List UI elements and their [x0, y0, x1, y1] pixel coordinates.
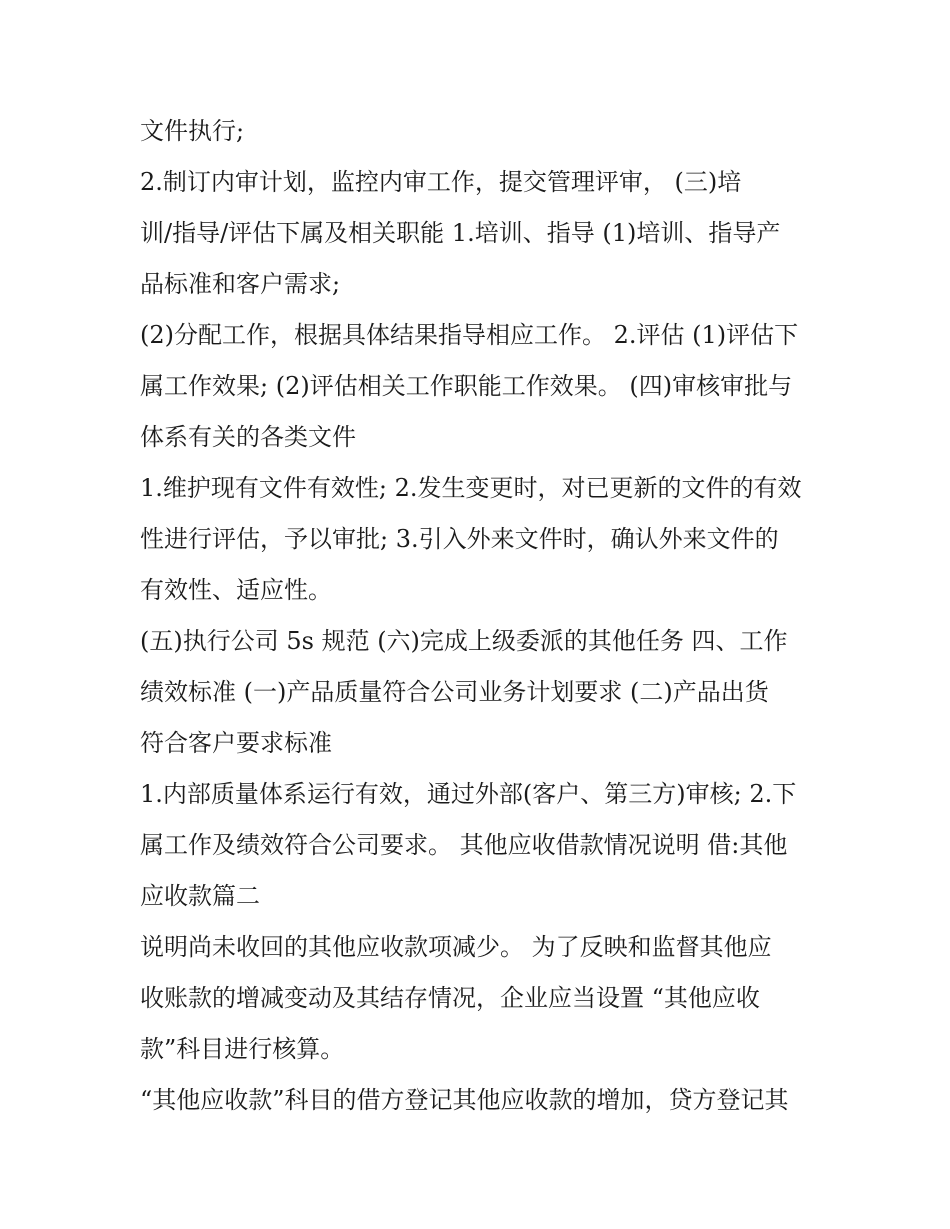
text-line: 训/指导/评估下属及相关职能 1.培训、指导 (1)培训、指导产	[140, 219, 781, 247]
text-line: 绩效标准 (一)产品质量符合公司业务计划要求 (二)产品出货	[140, 678, 769, 706]
text-line: 款”科目进行核算。	[140, 1035, 345, 1063]
text-line: 应收款篇二	[140, 882, 260, 910]
text-line: 说明尚未收回的其他应收款项减少。 为了反映和监督其他应	[140, 933, 772, 961]
text-line: 文件执行;	[140, 117, 245, 145]
text-line: 体系有关的各类文件	[140, 423, 356, 451]
text-line: 2.制订内审计划，监控内审工作，提交管理评审， (三)培	[140, 168, 742, 196]
text-line: 1.内部质量体系运行有效，通过外部(客户、第三方)审核; 2.下	[140, 780, 797, 808]
text-line: 1.维护现有文件有效性; 2.发生变更时，对已更新的文件的有效	[140, 474, 802, 502]
text-line: (五)执行公司 5s 规范 (六)完成上级委派的其他任务 四、工作	[140, 627, 788, 655]
text-line: 有效性、适应性。	[140, 576, 332, 604]
text-line: “其他应收款”科目的借方登记其他应收款的增加，贷方登记其	[140, 1086, 789, 1114]
text-line: 属工作效果; (2)评估相关工作职能工作效果。 (四)审核审批与	[140, 372, 793, 400]
text-line: 符合客户要求标准	[140, 729, 332, 757]
text-line: 性进行评估，予以审批; 3.引入外来文件时，确认外来文件的	[140, 525, 779, 553]
text-line: 收账款的增减变动及其结存情况，企业应当设置 “其他应收	[140, 984, 760, 1012]
text-line: (2)分配工作，根据具体结果指导相应工作。 2.评估 (1)评估下	[140, 321, 799, 349]
text-line: 品标准和客户需求;	[140, 270, 341, 298]
text-line: 属工作及绩效符合公司要求。 其他应收借款情况说明 借:其他	[140, 831, 788, 859]
document-body	[140, 106, 820, 1126]
